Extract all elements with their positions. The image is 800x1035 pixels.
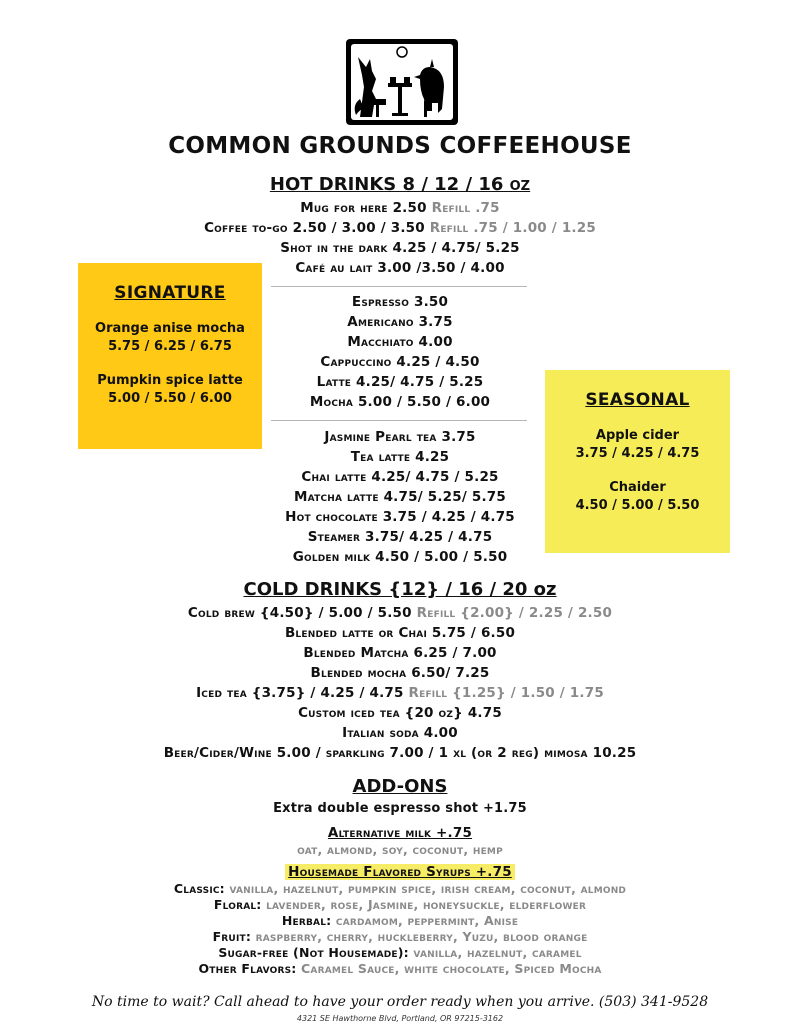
syrup-options: Caramel Sauce, white chocolate, Spiced Mocha — [301, 961, 602, 976]
refill-text: Refill {1.25} / 1.50 / 1.75 — [408, 685, 604, 701]
addons-header: ADD-ONS — [352, 776, 448, 797]
syrups-header: Housemade Flavored Syrups +.75 — [285, 864, 515, 880]
menu-item: Espresso 3.50 — [351, 294, 449, 310]
item-text: Mug for here 2.50 — [300, 200, 432, 216]
seasonal-item-price: 3.75 / 4.25 / 4.75 — [575, 446, 700, 461]
menu-item: Italian soda 4.00 — [342, 725, 458, 741]
refill-text: Refill .75 — [431, 200, 500, 216]
syrup-options: lavender, rose, Jasmine, honeysuckle, elderflower — [266, 897, 587, 912]
signature-item-price: 5.75 / 6.25 / 6.75 — [108, 339, 232, 354]
item-text: Coffee to-go 2.50 / 3.00 / 3.50 — [204, 220, 430, 236]
item-text: Shot in the dark 4.25 / 4.75/ 5.25 — [280, 240, 520, 256]
menu-item: Blended latte or Chai 5.75 / 6.50 — [284, 625, 516, 641]
menu-item — [0, 685, 800, 701]
syrup-row — [0, 897, 800, 912]
signature-item-price: 5.00 / 5.50 / 6.00 — [108, 391, 232, 406]
menu-item: Latte 4.25/ 4.75 / 5.25 — [316, 374, 484, 390]
menu-item: Blended mocha 6.50/ 7.25 — [310, 665, 490, 681]
cold-drinks-header: COLD DRINKS {12} / 16 / 20 oz — [243, 579, 557, 600]
syrup-label: Other Flavors: — [198, 961, 302, 976]
item-text: Iced tea {3.75} / 4.25 / 4.75 — [196, 685, 409, 701]
syrup-row — [0, 945, 800, 960]
syrups-header-row — [0, 864, 800, 880]
menu-item: Tea latte 4.25 — [350, 449, 450, 465]
page-title: COMMON GROUNDS COFFEEHOUSE — [168, 133, 632, 159]
item-text: Cold brew {4.50} / 5.00 / 5.50 — [187, 605, 417, 621]
espresso-shot-addon: Extra double espresso shot +1.75 — [273, 801, 527, 816]
menu-item: Matcha latte 4.75/ 5.25/ 5.75 — [294, 489, 506, 505]
signature-header: SIGNATURE — [114, 283, 226, 303]
hot-drinks-header: HOT DRINKS 8 / 12 / 16 oz — [269, 174, 531, 195]
seasonal-box — [545, 370, 730, 553]
seasonal-header: SEASONAL — [585, 390, 690, 410]
menu-item: Hot chocolate 3.75 / 4.25 / 4.75 — [285, 509, 515, 525]
menu-item: Blended Matcha 6.25 / 7.00 — [303, 645, 497, 661]
seasonal-item-price: 4.50 / 5.00 / 5.50 — [575, 498, 700, 513]
syrup-label: Fruit: — [212, 929, 256, 944]
alt-milk-options: oat, almond, soy, coconut, hemp — [297, 842, 503, 857]
syrup-options: vanilla, hazelnut, pumpkin spice, irish cream, coconut, almond — [229, 881, 627, 896]
menu-item: Chai latte 4.25/ 4.75 / 5.25 — [301, 469, 499, 485]
menu-item: Mocha 5.00 / 5.50 / 6.00 — [309, 394, 491, 410]
alt-milk-header: Alternative milk +.75 — [327, 825, 473, 841]
menu-item: Steamer 3.75/ 4.25 / 4.75 — [307, 529, 493, 545]
syrup-label: Sugar-free (Not Housemade): — [218, 945, 414, 960]
syrup-label: Floral: — [213, 897, 267, 912]
refill-text: Refill {2.00} / 2.25 / 2.50 — [416, 605, 613, 621]
menu-item — [0, 240, 800, 256]
seasonal-item-name: Apple cider — [595, 428, 680, 443]
syrup-label: Classic: — [173, 881, 230, 896]
menu-item: Macchiato 4.00 — [347, 334, 453, 350]
menu-item: Beer/Cider/Wine 5.00 / sparkling 7.00 / 1 xl (or 2 reg) mimosa 10.25 — [163, 745, 637, 761]
refill-text: Refill .75 / 1.00 / 1.25 — [429, 220, 596, 236]
call-ahead-note: No time to wait? Call ahead to have your order ready when you arrive. (503) 341-9528 — [91, 994, 709, 1010]
menu-item: Custom iced tea {20 oz} 4.75 — [298, 705, 502, 721]
syrup-row — [0, 913, 800, 928]
section-divider — [271, 286, 527, 287]
logo-fox-bird-icon — [346, 39, 458, 125]
menu-item — [0, 605, 800, 621]
address: 4321 SE Hawthorne Blvd, Portland, OR 97215-3162 — [296, 1014, 504, 1023]
syrup-row — [0, 929, 800, 944]
syrup-options: cardamom, peppermint, Anise — [335, 913, 519, 928]
syrup-label: Herbal: — [281, 913, 336, 928]
signature-item-name: Pumpkin spice latte — [97, 373, 243, 388]
seasonal-item-name: Chaider — [609, 480, 666, 495]
syrup-options: raspberry, cherry, huckleberry, Yuzu, blood orange — [255, 929, 588, 944]
menu-item — [0, 220, 800, 236]
menu-item: Americano 3.75 — [347, 314, 453, 330]
menu-item: Jasmine Pearl tea 3.75 — [324, 429, 476, 445]
signature-box — [78, 263, 262, 449]
syrup-row — [0, 881, 800, 896]
section-divider — [271, 420, 527, 421]
menu-item: Golden milk 4.50 / 5.00 / 5.50 — [292, 549, 508, 565]
signature-item-name: Orange anise mocha — [95, 321, 245, 336]
item-text: Café au lait 3.00 /3.50 / 4.00 — [295, 260, 505, 276]
menu-item — [0, 200, 800, 216]
menu-item: Cappuccino 4.25 / 4.50 — [320, 354, 480, 370]
syrup-row — [0, 961, 800, 976]
syrup-options: vanilla, hazelnut, caramel — [413, 945, 582, 960]
